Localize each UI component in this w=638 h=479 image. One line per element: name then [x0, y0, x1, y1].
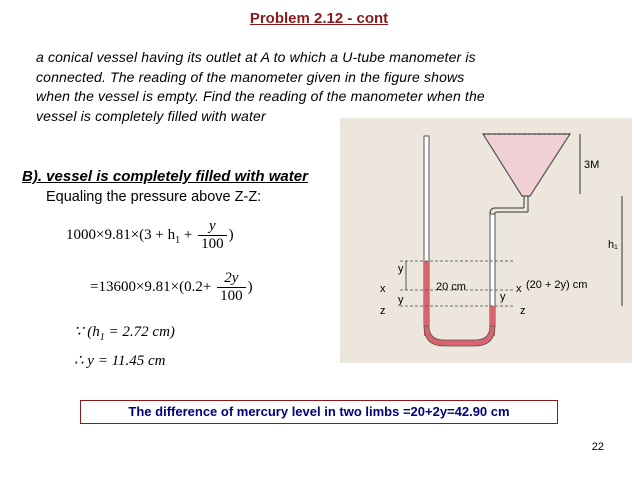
page-number: 22: [591, 441, 604, 453]
problem-line: vessel is completely filled with water: [36, 107, 266, 124]
equation-1: $1000\times 9.81\times(3 + h_1$ + $\frac{y}{100}$ ): [66, 218, 234, 252]
svg-text:x: x: [516, 283, 522, 295]
label-3m: 3M: [584, 159, 600, 171]
equation-4: ∴ y = 11.45 cm: [74, 353, 166, 369]
svg-text:y: y: [500, 291, 506, 303]
svg-text:x: x: [380, 283, 386, 295]
manometer-figure: [340, 118, 632, 363]
problem-line: connected. The reading of the manometer given in the figure shows: [36, 68, 465, 85]
result-box: The difference of mercury level in two limbs =20+2y=42.90 cm: [80, 400, 558, 424]
mercury-left: [424, 261, 429, 336]
svg-text:z: z: [520, 305, 526, 317]
label-h1: h₁: [608, 239, 618, 251]
slide-title: Problem 2.12 - cont: [249, 10, 389, 27]
problem-line: a conical vessel having its outlet at A to which a U-tube manometer is: [36, 49, 476, 65]
section-heading: B). vessel is completely filled with water: [22, 168, 308, 185]
problem-line: when the vessel is empty. Find the reading of the manometer when the: [36, 88, 485, 104]
svg-text:20 cm: 20 cm: [436, 281, 466, 293]
equation-2: =13600×9.81×(0.2+ $\frac{2y}{100}$ ): [90, 270, 253, 304]
svg-text:y: y: [398, 263, 404, 275]
svg-text:(20 + 2y) cm: (20 + 2y) cm: [526, 279, 588, 291]
svg-text:y: y: [398, 294, 404, 306]
svg-text:z: z: [380, 305, 386, 317]
figure-background: [340, 118, 632, 363]
problem-statement: [36, 48, 608, 126]
equation-3: ∵ ($h_1 = 2.72$ cm): [74, 324, 175, 343]
section-subheading: Equaling the pressure above Z-Z:: [46, 189, 262, 205]
